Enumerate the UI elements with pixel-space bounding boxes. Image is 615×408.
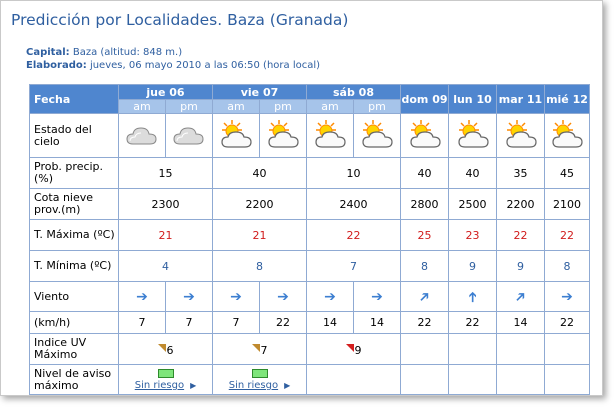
forecast-table: [29, 84, 590, 395]
row-tmax: [30, 220, 590, 251]
period-pm: pm: [166, 100, 213, 114]
period-pm: pm: [354, 100, 401, 114]
wind-arrow-icon: ➔: [545, 282, 590, 312]
aviso-link[interactable]: [119, 369, 212, 391]
uv-value: 6: [166, 343, 174, 357]
wind-arrow-icon: ➔: [401, 282, 449, 312]
row-label-cota: Cota nieve prov.(m): [30, 189, 119, 220]
period-am: am: [119, 100, 166, 114]
day-header-mar11: mar 11: [497, 85, 545, 114]
wind-arrow-icon: ➔: [213, 282, 260, 312]
uv-cell-empty: [497, 334, 545, 365]
row-cota: [30, 189, 590, 220]
sun-cloud-icon: [497, 114, 545, 158]
row-label-uv: Indice UV Máximo: [30, 334, 119, 365]
kmh-cell: 7: [166, 312, 213, 334]
uv-value: 9: [354, 343, 362, 357]
row-label-aviso: Nivel de aviso máximo: [30, 365, 119, 395]
tmax-cell: 23: [449, 220, 497, 251]
cota-cell: 2200: [497, 189, 545, 220]
tmax-cell: 25: [401, 220, 449, 251]
kmh-cell: 7: [213, 312, 260, 334]
elaborado-line: [26, 60, 320, 71]
elaborado-label: Elaborado:: [26, 60, 87, 71]
sun-cloud-icon: [260, 114, 307, 158]
tmax-cell: 22: [497, 220, 545, 251]
tmin-cell: 4: [119, 251, 213, 282]
tmax-cell: 21: [119, 220, 213, 251]
prob-cell: 45: [545, 158, 590, 189]
row-viento: [30, 282, 590, 312]
uv-cell: [307, 334, 401, 365]
kmh-cell: 22: [449, 312, 497, 334]
sun-cloud-icon: [545, 114, 590, 158]
day-header-mie12: mié 12: [545, 85, 590, 114]
uv-cell-empty: [449, 334, 497, 365]
aviso-cell: [213, 365, 307, 395]
kmh-cell: 14: [307, 312, 354, 334]
aviso-cell: [119, 365, 213, 395]
fecha-header: Fecha: [30, 85, 119, 114]
wind-arrow-icon: ➔: [260, 282, 307, 312]
day-header-sab08: sáb 08: [307, 85, 401, 100]
uv-cell-empty: [545, 334, 590, 365]
kmh-cell: 14: [497, 312, 545, 334]
tmin-cell: 8: [401, 251, 449, 282]
cota-cell: 2100: [545, 189, 590, 220]
tmax-cell: 21: [213, 220, 307, 251]
uv-cell-empty: [401, 334, 449, 365]
period-am: am: [213, 100, 260, 114]
aviso-cell-empty: [449, 365, 497, 395]
prob-cell: 40: [401, 158, 449, 189]
uv-value: 7: [260, 343, 268, 357]
kmh-cell: 7: [119, 312, 166, 334]
triangle-right-icon: ▶: [190, 380, 197, 390]
sun-cloud-icon: [354, 114, 401, 158]
warning-level-icon: [252, 369, 268, 378]
kmh-cell: 22: [545, 312, 590, 334]
prob-cell: 10: [307, 158, 401, 189]
triangle-right-icon: ▶: [284, 380, 291, 390]
row-aviso: [30, 365, 590, 395]
cota-cell: 2300: [119, 189, 213, 220]
aviso-text[interactable]: Sin riesgo: [134, 379, 185, 391]
day-header-jue06: jue 06: [119, 85, 213, 100]
capital-line: [26, 47, 182, 58]
prob-cell: 40: [213, 158, 307, 189]
tmax-cell: 22: [545, 220, 590, 251]
row-label-prob: Prob. precip.(%): [30, 158, 119, 189]
row-label-tmin: T. Mínima (ºC): [30, 251, 119, 282]
tmin-cell: 9: [497, 251, 545, 282]
aviso-cell-empty: [545, 365, 590, 395]
day-header-dom09: dom 09: [401, 85, 449, 114]
row-kmh: [30, 312, 590, 334]
prob-cell: 40: [449, 158, 497, 189]
wind-arrow-icon: ➔: [449, 282, 497, 312]
page-title: Predicción por Localidades. Baza (Granada): [11, 11, 349, 29]
prob-cell: 15: [119, 158, 213, 189]
period-am: am: [307, 100, 354, 114]
tmin-cell: 7: [307, 251, 401, 282]
wind-arrow-icon: ➔: [307, 282, 354, 312]
aviso-cell-empty: [401, 365, 449, 395]
uv-flag-icon: [346, 344, 354, 352]
period-pm: pm: [260, 100, 307, 114]
sun-cloud-icon: [213, 114, 260, 158]
row-label-estado: Estado del cielo: [30, 114, 119, 158]
row-estado: [30, 114, 590, 158]
wind-arrow-icon: ➔: [119, 282, 166, 312]
capital-value: Baza (altitud: 848 m.): [72, 47, 183, 58]
row-label-viento: Viento: [30, 282, 119, 312]
uv-flag-icon: [252, 344, 260, 352]
cloudy-icon: [166, 114, 213, 158]
kmh-cell: 14: [354, 312, 401, 334]
row-tmin: [30, 251, 590, 282]
prob-cell: 35: [497, 158, 545, 189]
tmin-cell: 8: [213, 251, 307, 282]
row-prob: [30, 158, 590, 189]
cota-cell: 2500: [449, 189, 497, 220]
wind-arrow-icon: ➔: [166, 282, 213, 312]
cota-cell: 2800: [401, 189, 449, 220]
warning-level-icon: [158, 369, 174, 378]
capital-label: Capital:: [26, 47, 70, 58]
wind-arrow-icon: ➔: [354, 282, 401, 312]
uv-cell: [119, 334, 213, 365]
sun-cloud-icon: [401, 114, 449, 158]
wind-arrow-icon: ➔: [497, 282, 545, 312]
sun-cloud-icon: [307, 114, 354, 158]
uv-cell: [213, 334, 307, 365]
row-label-tmax: T. Máxima (ºC): [30, 220, 119, 251]
day-header-lun10: lun 10: [449, 85, 497, 114]
cloudy-icon: [119, 114, 166, 158]
tmax-cell: 22: [307, 220, 401, 251]
row-label-kmh: (km/h): [30, 312, 119, 334]
cota-cell: 2400: [307, 189, 401, 220]
kmh-cell: 22: [260, 312, 307, 334]
day-header-vie07: vie 07: [213, 85, 307, 100]
aviso-text[interactable]: Sin riesgo: [228, 379, 279, 391]
cota-cell: 2200: [213, 189, 307, 220]
elaborado-value: jueves, 06 mayo 2010 a las 06:50 (hora local): [89, 60, 321, 71]
tmin-cell: 9: [449, 251, 497, 282]
sun-cloud-icon: [449, 114, 497, 158]
aviso-cell-empty: [497, 365, 545, 395]
row-uv: [30, 334, 590, 365]
aviso-cell-empty: [307, 365, 401, 395]
aviso-link[interactable]: [213, 369, 306, 391]
tmin-cell: 8: [545, 251, 590, 282]
uv-flag-icon: [158, 344, 166, 352]
kmh-cell: 22: [401, 312, 449, 334]
